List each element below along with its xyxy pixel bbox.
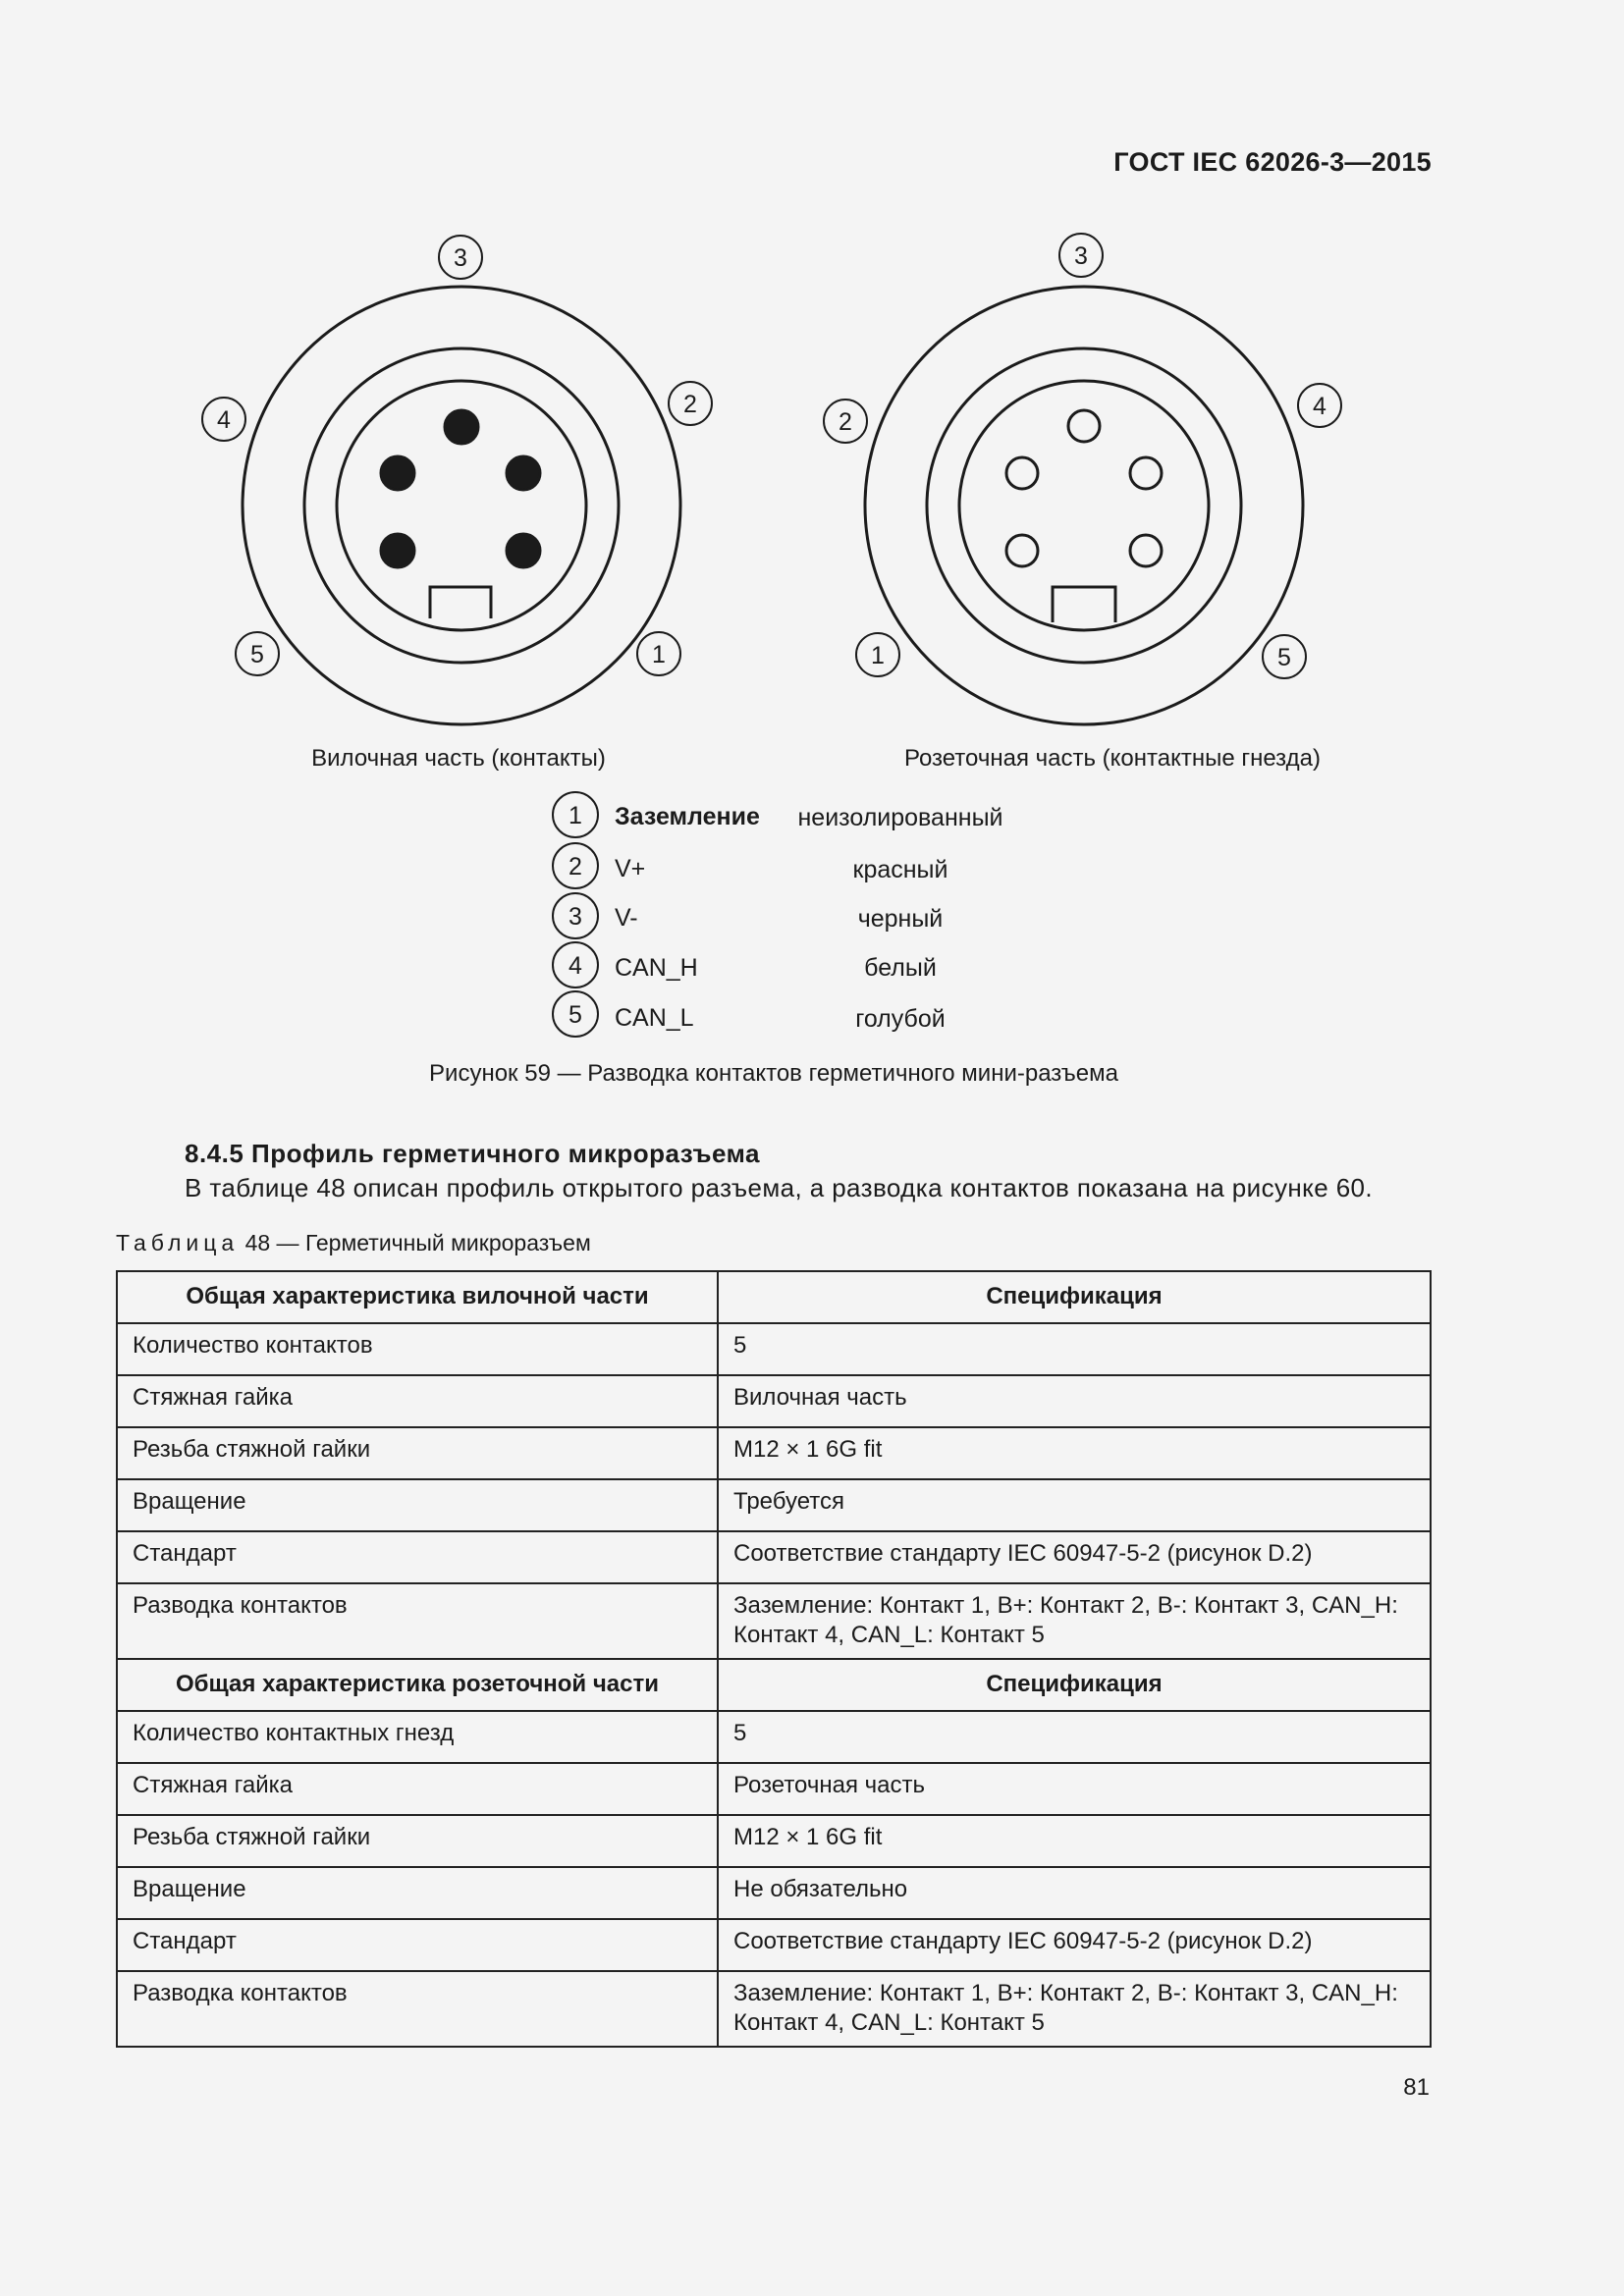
table-row bbox=[117, 1919, 1431, 1971]
table-row bbox=[117, 1375, 1431, 1427]
connector-pinout-figure bbox=[0, 0, 1624, 1109]
pinout-legend bbox=[553, 792, 1003, 1037]
table-header-row bbox=[117, 1271, 1431, 1323]
standard-header: ГОСТ IEC 62026-3—2015 bbox=[1113, 147, 1432, 177]
table-row bbox=[117, 1711, 1431, 1763]
table-row bbox=[117, 1815, 1431, 1867]
section-heading: 8.4.5 Профиль герметичного микроразъема bbox=[185, 1139, 760, 1168]
socket-label-text: 1 bbox=[871, 642, 885, 669]
legend-number: 5 bbox=[568, 1001, 582, 1029]
plug-label-text: 4 bbox=[217, 406, 231, 434]
plug-label-3 bbox=[439, 236, 482, 279]
table-cell: Заземление: Контакт 1, В+: Контакт 2, В-: Контакт 3, CAN_H: Контакт 4, CAN_L: Контакт 5 bbox=[718, 1583, 1431, 1659]
table-cell: 5 bbox=[718, 1711, 1431, 1763]
table-row bbox=[117, 1323, 1431, 1375]
legend-row bbox=[553, 893, 943, 938]
header-cell: Спецификация bbox=[718, 1271, 1431, 1323]
table-cell: Стандарт bbox=[117, 1531, 718, 1583]
section-body-text: В таблице 48 описан профиль открытого разъема, а разводка контактов показана на рисунке 60. bbox=[185, 1173, 1374, 1202]
legend-row bbox=[553, 792, 1003, 837]
legend-signal: Заземление bbox=[615, 803, 760, 830]
table-row bbox=[117, 1427, 1431, 1479]
plug-caption: Вилочная часть (контакты) bbox=[311, 745, 606, 772]
legend-signal: CAN_H bbox=[615, 954, 698, 982]
socket-label-text: 4 bbox=[1313, 393, 1326, 420]
legend-number: 2 bbox=[568, 853, 582, 881]
table-cell: Вилочная часть bbox=[718, 1375, 1431, 1427]
legend-number: 1 bbox=[568, 802, 582, 829]
socket-hole bbox=[1130, 535, 1162, 566]
header-cell: Общая характеристика вилочной части bbox=[117, 1271, 718, 1323]
legend-color: неизолированный bbox=[797, 804, 1003, 831]
table-cell: Стандарт bbox=[117, 1919, 718, 1971]
legend-number: 4 bbox=[568, 952, 582, 980]
table-cell: Количество контактных гнезд bbox=[117, 1711, 718, 1763]
table-cell: Разводка контактов bbox=[117, 1583, 718, 1659]
socket-label-2 bbox=[824, 400, 867, 443]
legend-number: 3 bbox=[568, 903, 582, 931]
socket-label-3 bbox=[1059, 234, 1103, 277]
socket-connector-drawing bbox=[865, 287, 1303, 724]
plug-pin bbox=[381, 534, 414, 567]
plug-pin bbox=[507, 456, 540, 490]
table-cell: Вращение bbox=[117, 1479, 718, 1531]
table-cell: 5 bbox=[718, 1323, 1431, 1375]
socket-pin-labels bbox=[824, 234, 1341, 678]
socket-label-4 bbox=[1298, 384, 1341, 427]
plug-pin bbox=[507, 534, 540, 567]
legend-row bbox=[553, 843, 948, 888]
legend-signal: CAN_L bbox=[615, 1004, 694, 1032]
table-cell: Не обязательно bbox=[718, 1867, 1431, 1919]
socket-hole bbox=[1130, 457, 1162, 489]
table-cell: Соответствие стандарту IEC 60947-5-2 (рисунок D.2) bbox=[718, 1919, 1431, 1971]
legend-row bbox=[553, 942, 937, 988]
legend-row bbox=[553, 991, 946, 1037]
figure-caption: Рисунок 59 — Разводка контактов герметичного мини-разъема bbox=[429, 1060, 1118, 1087]
plug-label-text: 2 bbox=[683, 391, 697, 418]
page-number: 81 bbox=[1403, 2074, 1430, 2101]
table-row bbox=[117, 1479, 1431, 1531]
socket-label-text: 3 bbox=[1074, 242, 1088, 270]
plug-pin-labels bbox=[202, 236, 712, 675]
socket-label-5 bbox=[1263, 635, 1306, 678]
socket-hole bbox=[1068, 410, 1100, 442]
table-cell: Разводка контактов bbox=[117, 1971, 718, 2047]
table-cell: Стяжная гайка bbox=[117, 1375, 718, 1427]
spec-table bbox=[116, 1270, 1432, 2048]
header-cell: Спецификация bbox=[718, 1659, 1431, 1711]
table-row bbox=[117, 1971, 1431, 2047]
table-cell: Резьба стяжной гайки bbox=[117, 1815, 718, 1867]
table-caption-prefix: Таблица bbox=[116, 1230, 240, 1255]
table-row bbox=[117, 1531, 1431, 1583]
table-cell: Количество контактов bbox=[117, 1323, 718, 1375]
table-cell: М12 × 1 6G fit bbox=[718, 1427, 1431, 1479]
plug-label-5 bbox=[236, 632, 279, 675]
legend-signal: V+ bbox=[615, 855, 646, 882]
table-cell: Вращение bbox=[117, 1867, 718, 1919]
plug-label-1 bbox=[637, 632, 680, 675]
socket-label-1 bbox=[856, 633, 899, 676]
plug-pin bbox=[445, 410, 478, 444]
table-caption bbox=[116, 1230, 591, 1256]
table-row bbox=[117, 1763, 1431, 1815]
table-cell: Резьба стяжной гайки bbox=[117, 1427, 718, 1479]
socket-caption: Розеточная часть (контактные гнезда) bbox=[903, 745, 1322, 772]
socket-label-text: 5 bbox=[1277, 644, 1291, 671]
plug-label-text: 5 bbox=[250, 641, 264, 668]
plug-label-text: 3 bbox=[454, 244, 467, 272]
table-cell: Соответствие стандарту IEC 60947-5-2 (рисунок D.2) bbox=[718, 1531, 1431, 1583]
table-row bbox=[117, 1583, 1431, 1659]
plug-pin bbox=[381, 456, 414, 490]
table-row bbox=[117, 1867, 1431, 1919]
table-cell: Заземление: Контакт 1, В+: Контакт 2, В-: Контакт 3, CAN_H: Контакт 4, CAN_L: Контакт 5 bbox=[718, 1971, 1431, 2047]
legend-signal: V- bbox=[615, 904, 638, 932]
legend-color: голубой bbox=[855, 1005, 946, 1033]
socket-label-text: 2 bbox=[839, 408, 852, 436]
socket-hole bbox=[1006, 535, 1038, 566]
table-cell: Стяжная гайка bbox=[117, 1763, 718, 1815]
legend-color: белый bbox=[864, 954, 937, 982]
table-cell: Требуется bbox=[718, 1479, 1431, 1531]
plug-label-2 bbox=[669, 382, 712, 425]
table-cell: М12 × 1 6G fit bbox=[718, 1815, 1431, 1867]
table-header-row bbox=[117, 1659, 1431, 1711]
plug-connector-drawing bbox=[243, 287, 680, 724]
socket-key bbox=[1053, 587, 1115, 622]
plug-label-text: 1 bbox=[652, 641, 666, 668]
header-cell: Общая характеристика розеточной части bbox=[117, 1659, 718, 1711]
table-cell: Розеточная часть bbox=[718, 1763, 1431, 1815]
legend-color: красный bbox=[852, 856, 948, 883]
plug-label-4 bbox=[202, 398, 245, 441]
socket-hole bbox=[1006, 457, 1038, 489]
plug-key bbox=[430, 587, 491, 618]
legend-color: черный bbox=[857, 905, 944, 933]
table-caption-text: 48 — Герметичный микроразъем bbox=[239, 1230, 591, 1255]
